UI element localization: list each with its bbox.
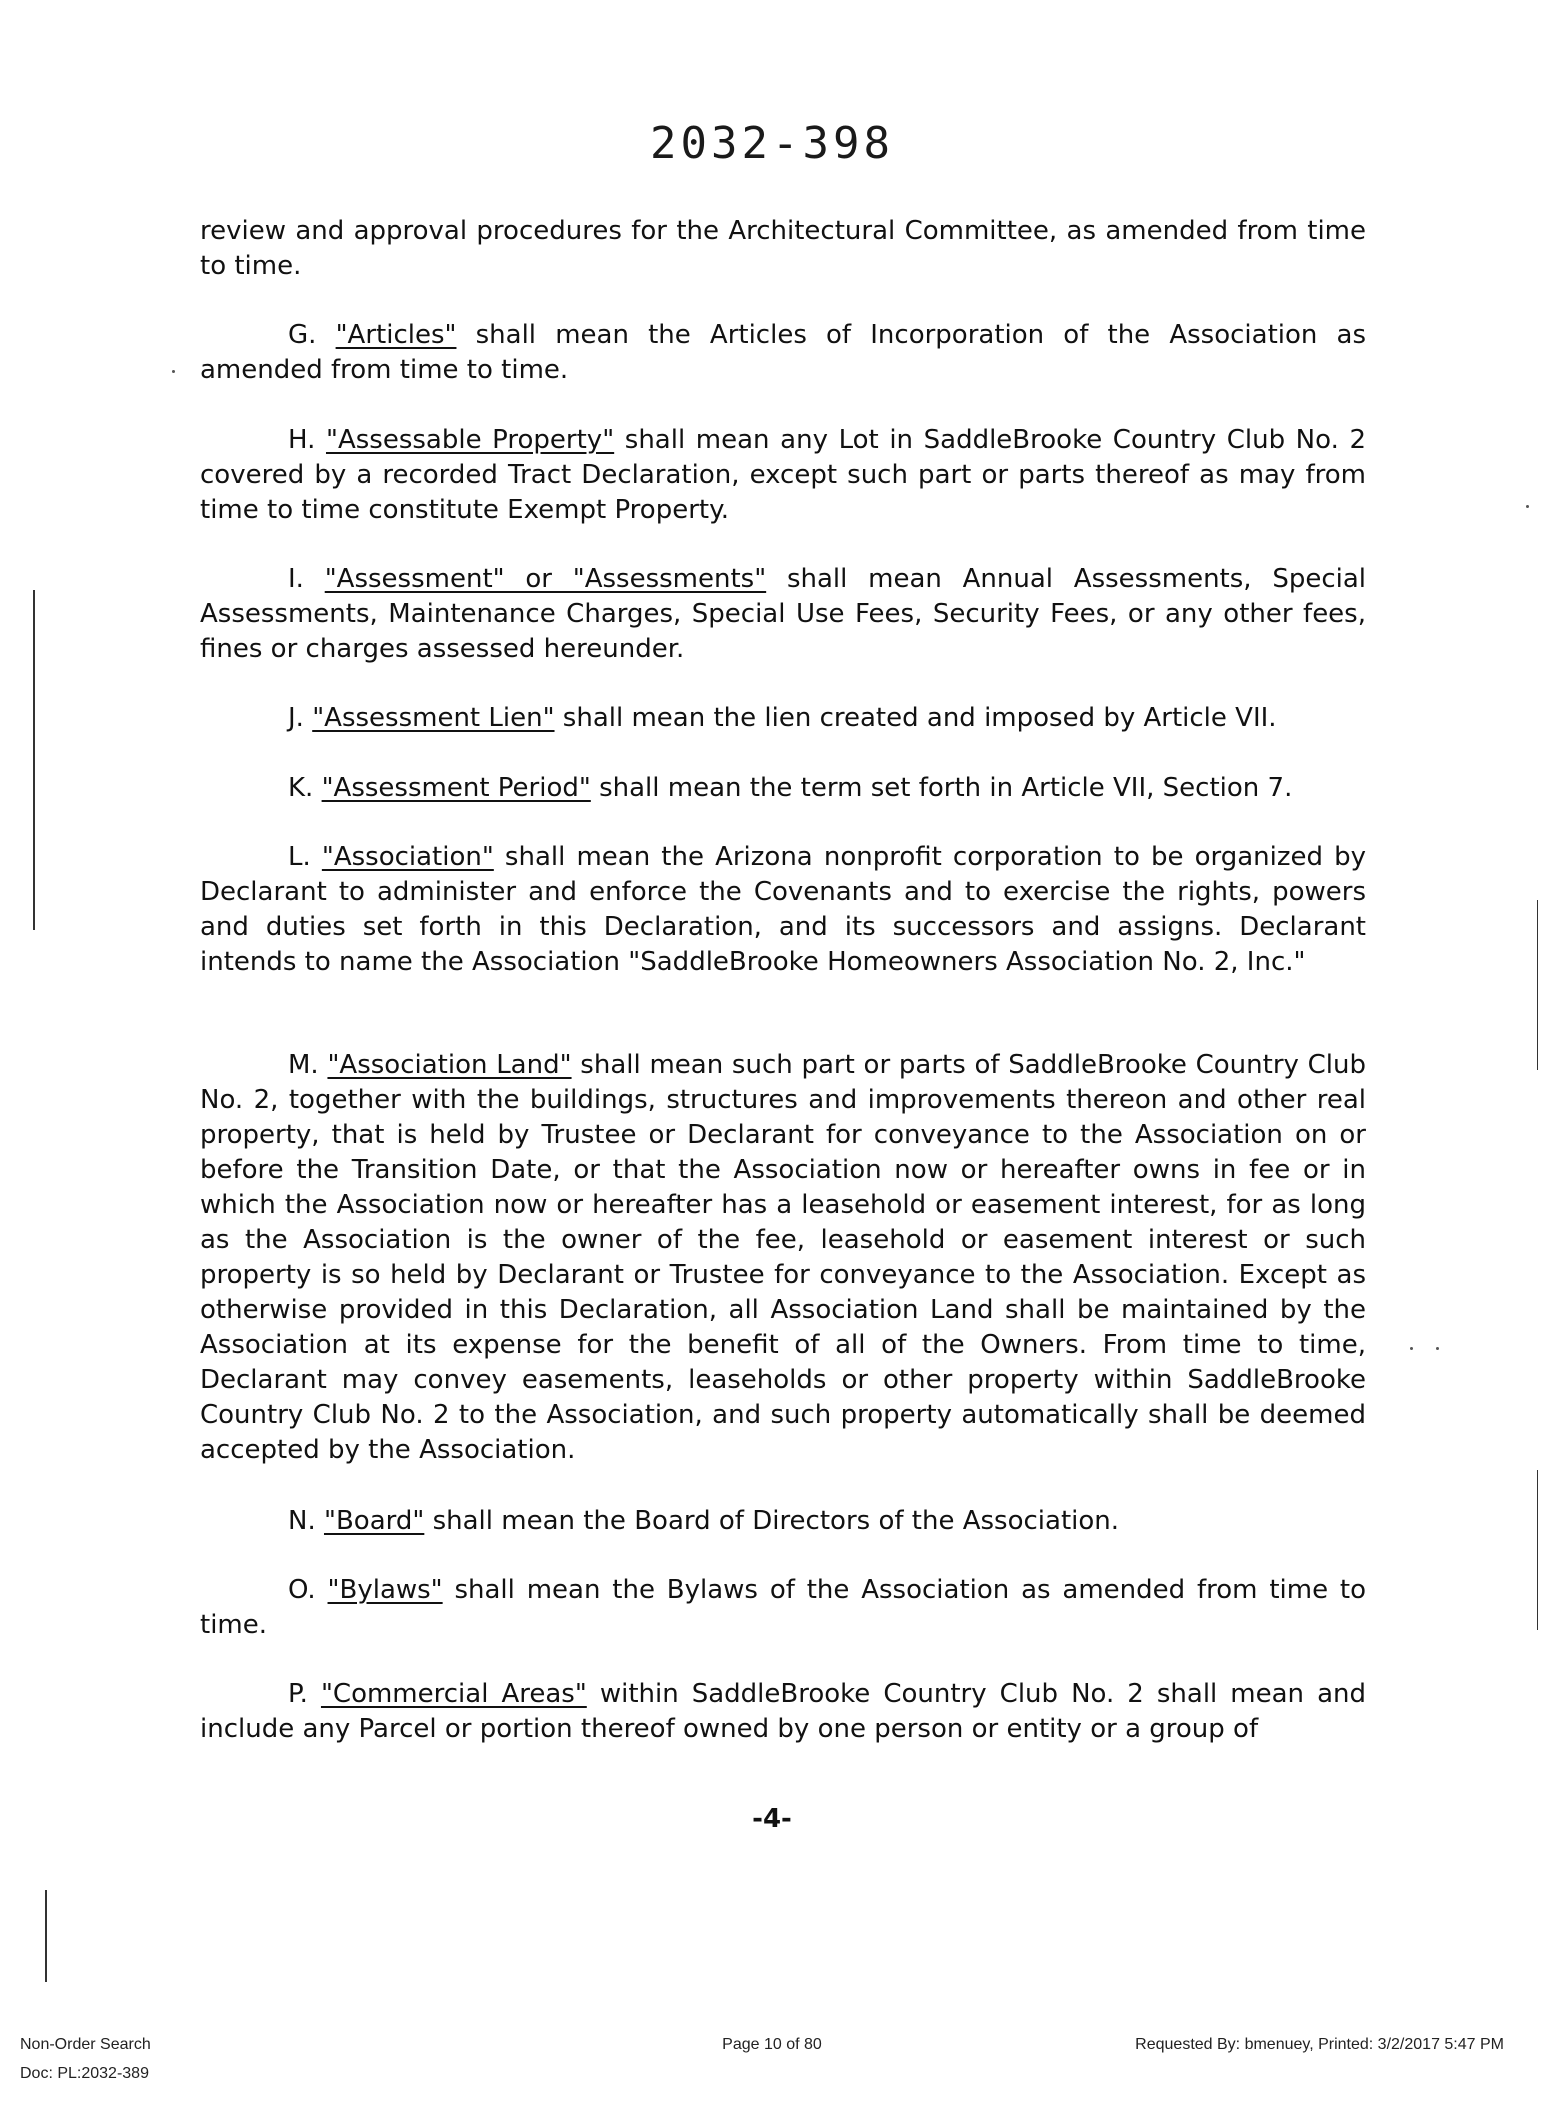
definition-text: within SaddleBrooke Country Club No. 2 shall mean and include any Parcel or portion thereof owned by one person or entity or a group of xyxy=(200,1679,1366,1744)
definition-g xyxy=(200,318,1366,388)
definition-letter: I. xyxy=(288,564,304,594)
definition-term: "Commercial Areas" xyxy=(320,1679,587,1709)
scan-speck xyxy=(1436,1347,1439,1350)
definition-letter: K. xyxy=(288,773,314,803)
definition-text: shall mean the Articles of Incorporation of the Association as amended from time to time. xyxy=(200,320,1367,385)
definition-i xyxy=(200,562,1366,667)
scan-margin-line xyxy=(33,590,35,930)
definition-letter: P. xyxy=(288,1679,308,1709)
page-number: -4- xyxy=(752,1804,792,1834)
scan-speck xyxy=(1410,1347,1413,1350)
definition-term: "Assessment Period" xyxy=(321,773,591,803)
definition-text: shall mean the Bylaws of the Association as amended from time to time. xyxy=(200,1575,1367,1640)
footer-search-type: Non-Order Search xyxy=(20,2036,151,2053)
definition-m xyxy=(200,1048,1366,1468)
definition-term: "Assessment" or "Assessments" xyxy=(324,564,767,594)
footer-requested-by: Requested By: bmenuey, Printed: 3/2/2017 5:47 PM xyxy=(1135,2036,1504,2053)
definition-letter: H. xyxy=(288,425,316,455)
definition-letter: O. xyxy=(288,1575,316,1605)
definition-o xyxy=(200,1573,1366,1643)
definition-j xyxy=(200,701,1366,736)
definition-text: shall mean any Lot in SaddleBrooke Country Club No. 2 covered by a recorded Tract Declaration, except such part or parts thereof as may from time to time constitute Exempt Property. xyxy=(200,425,1367,525)
scan-margin-line xyxy=(1537,900,1538,1070)
definition-text: shall mean Annual Assessments, Special Assessments, Maintenance Charges, Special Use Fees, Security Fees, or any other fees, fines or charges assessed hereunder. xyxy=(200,564,1367,664)
definition-term: "Assessable Property" xyxy=(325,425,615,455)
scan-margin-line xyxy=(45,1890,47,1982)
definition-n xyxy=(200,1504,1366,1539)
definition-letter: M. xyxy=(288,1050,319,1080)
definition-term: "Articles" xyxy=(335,320,457,350)
definition-p xyxy=(200,1677,1366,1747)
definition-term: "Bylaws" xyxy=(327,1575,443,1605)
definition-text: shall mean the lien created and imposed by Article VII. xyxy=(554,703,1277,733)
definition-text: shall mean the Arizona nonprofit corporation to be organized by Declarant to administer and enforce the Covenants and to exercise the rights, powers and duties set forth in this Declaration, and its successors and assigns. Declarant intends to name the Association "SaddleBrooke Homeowners Association No. 2, Inc." xyxy=(200,842,1366,977)
intro-paragraph: review and approval procedures for the Architectural Committee, as amended from time to time. xyxy=(200,216,1366,281)
footer-doc-ref: Doc: PL:2032-389 xyxy=(20,2065,149,2082)
definition-k xyxy=(200,771,1366,806)
definition-term: "Board" xyxy=(323,1506,425,1536)
document-number: 2032-398 xyxy=(650,118,894,169)
scan-speck xyxy=(1526,505,1529,508)
definition-letter: L. xyxy=(288,842,311,872)
scan-speck xyxy=(172,370,175,373)
definition-term: "Association Land" xyxy=(327,1050,572,1080)
definition-term: "Assessment Lien" xyxy=(312,703,555,733)
definition-text: shall mean the term set forth in Article VII, Section 7. xyxy=(590,773,1293,803)
definition-h xyxy=(200,423,1366,528)
definition-letter: G. xyxy=(288,320,317,350)
definition-term: "Association" xyxy=(321,842,494,872)
footer-page-info: Page 10 of 80 xyxy=(722,2036,822,2053)
definition-letter: J. xyxy=(288,703,304,733)
definition-l xyxy=(200,840,1366,980)
definition-text: shall mean the Board of Directors of the Association. xyxy=(424,1506,1120,1536)
definition-letter: N. xyxy=(288,1506,316,1536)
definition-text: shall mean such part or parts of SaddleBrooke Country Club No. 2, together with the buildings, structures and improvements thereon and other real property, that is held by Trustee or Declarant for conveyance to the Association on or before the Transition Date, or that the Association now or hereafter owns in fee or in which the Association now or hereafter has a leasehold or easement interest, for as long as the Association is the owner of the fee, leasehold or easement interest or such property is so held by Declarant or Trustee for conveyance to the Association. Except as otherwise provided in this Declaration, all Association Land shall be maintained by the Association at its expense for the benefit of all of the Owners. From time to time, Declarant may convey easements, leaseholds or other property within SaddleBrooke Country Club No. 2 to the Association, and such property automatically shall be deemed accepted by the Association. xyxy=(200,1050,1367,1465)
scan-margin-line xyxy=(1537,1470,1538,1630)
